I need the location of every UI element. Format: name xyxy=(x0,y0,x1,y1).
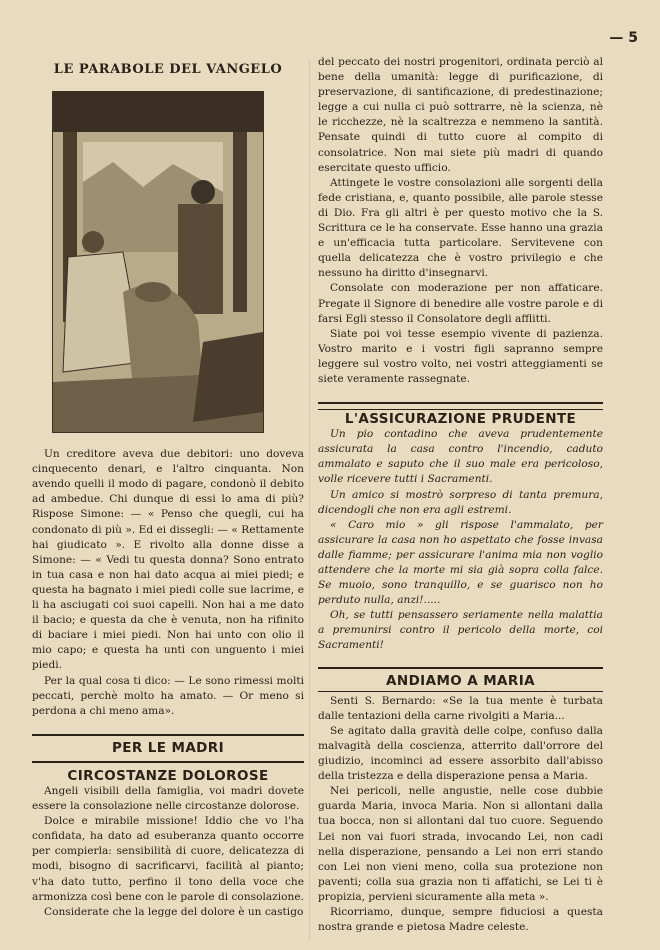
maria-paragraph: Ricorriamo, dunque, sempre fiduciosi a questa nostra grande e pietosa Madre celeste. xyxy=(318,905,603,934)
assicurazione-paragraph: « Caro mio » gli rispose l'ammalato, per assicurare la casa non ho aspettato che fosse invasa dalle fiamme; per assicurare l'anima mia non voglio attendere che la morte mi sia già sopra colla falce. Se muoio, sono tranquillo, e se guarisco non ho perduto nulla, anzi!..... xyxy=(318,518,603,607)
madri-paragraph: del peccato dei nostri progenitori, ordinata perciò al bene della umanità: legge di purificazione, di preservazione, di santificazione, di predestinazione; legge a cui nulla ci può sottrarre, nè la scienza, nè le ricchezze, nè la scaltrezza e nemmeno la santità. Pensate quindi di tutto cuore al compito di consolatrice. Non mai siete più madri di quando esercitate questo ufficio. xyxy=(318,56,603,174)
maria-paragraph: Se agitato dalla gravità delle colpe, confuso dalla malvagità della coscienza, atterrito dall'orrore del giudizio, incominci ad essere assorbito dall'abisso della tristezza e della disperazione pensa a Maria. xyxy=(318,724,603,783)
madri-paragraph: Considerate che la legge del dolore è un castigo xyxy=(44,905,304,918)
assicurazione-title: L'ASSICURAZIONE PRUDENTE xyxy=(344,411,577,428)
madri-paragraph: Attingete le vostre consolazioni alle sorgenti della fede cristiana, e, quanto possibile, alle parole stesse di Dio. Fra gli altri è per questo motivo che la S. Scrittura ce le ha conservate. Esse hanno una grazia e un'efficacia tutta particolare. Servitevene con quella delicatezza che è vostro privilegio e che nessuno ha diritto d'insegnarvi. xyxy=(318,176,603,280)
assicurazione-paragraph: Un amico si mostrò sorpreso di tanta premura, dicendogli che non era agli estremi. xyxy=(318,488,603,516)
section-rule xyxy=(318,691,603,692)
parable-illustration xyxy=(52,91,264,433)
section-rule xyxy=(318,667,603,669)
madri-paragraph: Siate poi voi tesse esempio vivente di pazienza. Vostro marito e i vostri figli sapranno sempre leggere sul vostro volto, nei vostri atteggiamenti se siete veramente rassegnate. xyxy=(318,327,603,385)
section-rule xyxy=(318,409,603,410)
section-rule xyxy=(32,734,304,736)
right-column xyxy=(318,55,603,935)
illustration-image xyxy=(53,92,263,432)
section-title-madri: PER LE MADRI xyxy=(111,739,225,756)
assicurazione-story xyxy=(318,427,603,653)
parable-paragraph: Per la qual cosa ti dico: — Le sono rimessi molti peccati, perchè molto ha amato. — Or meno si perdona a chi meno ama». xyxy=(32,674,304,717)
parable-paragraph: Un creditore aveva due debitori: uno doveva cinquecento denari, e l'altro cinquanta. Non avendo quelli il modo di pagare, condonò il debito ad ambedue. Chi dunque di essi lo ama di più? Rispose Simone: — « Penso che quegli, cui ha condonato di più ». Ed ei dissegli: — « Rettamente hai giudicato ». E rivolto alla donne disse a Simone: — « Vedi tu questa donna? Sono entrato in tua casa e non hai dato acqua ai miei piedi; e questa ha bagnato i miei piedi colle sue lacrime, e li ha asciugati coi suoi capelli. Non hai a me dato il bacio; e questa da che è venuta, non ha rifinito di baciare i miei piedi. Non hai unto con olio il mio capo; e questa ha unti con unguento i miei piedi. xyxy=(32,448,304,672)
madri-paragraph: Dolce e mirabile missione! Iddio che vo l'ha confidata, ha dato ad esuberanza quanto occorre per compierla: sensibilità di cuore, delicatezza di modi, bisogno di sacrificarvi, facilità al pianto; v'ha dato tutto, perfino il tono della voce che armonizza così bene con le parole di consolazione. xyxy=(32,815,304,903)
maria-title: ANDIAMO A MARIA xyxy=(386,672,535,689)
section-rule xyxy=(32,761,304,763)
assicurazione-paragraph: Oh, se tutti pensassero seriamente nella malattia a premunirsi contro il pericolo della morte, coi Sacramenti! xyxy=(318,609,603,652)
column-divider xyxy=(309,60,310,940)
madri-paragraph: Angeli visibili della famiglia, voi madri dovete essere la consolazione nelle circostanze dolorose. xyxy=(32,784,304,813)
section-rule xyxy=(318,402,603,404)
left-column xyxy=(32,62,304,920)
sub-title: CIRCOSTANZE DOLOROSE xyxy=(67,767,269,784)
assicurazione-paragraph: Un pio contadino che aveva prudentemente assicurata la casa contro l'incendio, caduto ammalato e saputo che il suo male era pericoloso, volle ricevere tutti i Sacramenti. xyxy=(318,428,603,486)
page-number: — 5 xyxy=(609,30,638,46)
maria-paragraph: Nei pericoli, nelle angustie, nelle cose dubbie guarda Maria, invoca Maria. Non si allontani dalla tua bocca, non si allontani dal tuo cuore. Seguendo Lei non vai fuori strada, invocando Lei, non cadi nella disperazione, pensando a Lei non erri stando con Lei non vieni meno, colla sua protezione non paventi; colla sua grazia non ti affatichi, se Lei ti è propizia, pervieni sicuramente alla meta ». xyxy=(318,785,603,903)
maria-paragraph: Senti S. Bernardo: «Se la tua mente è turbata dalle tentazioni della carne rivolgiti a Maria... xyxy=(318,694,603,722)
parables-title: LE PARABOLE DEL VANGELO xyxy=(53,62,283,77)
madri-paragraph: Consolate con moderazione per non affaticare. Pregate il Signore di benedire alle vostre parole e di farsi Egli stesso il Consolatore degli afflitti. xyxy=(318,282,603,325)
